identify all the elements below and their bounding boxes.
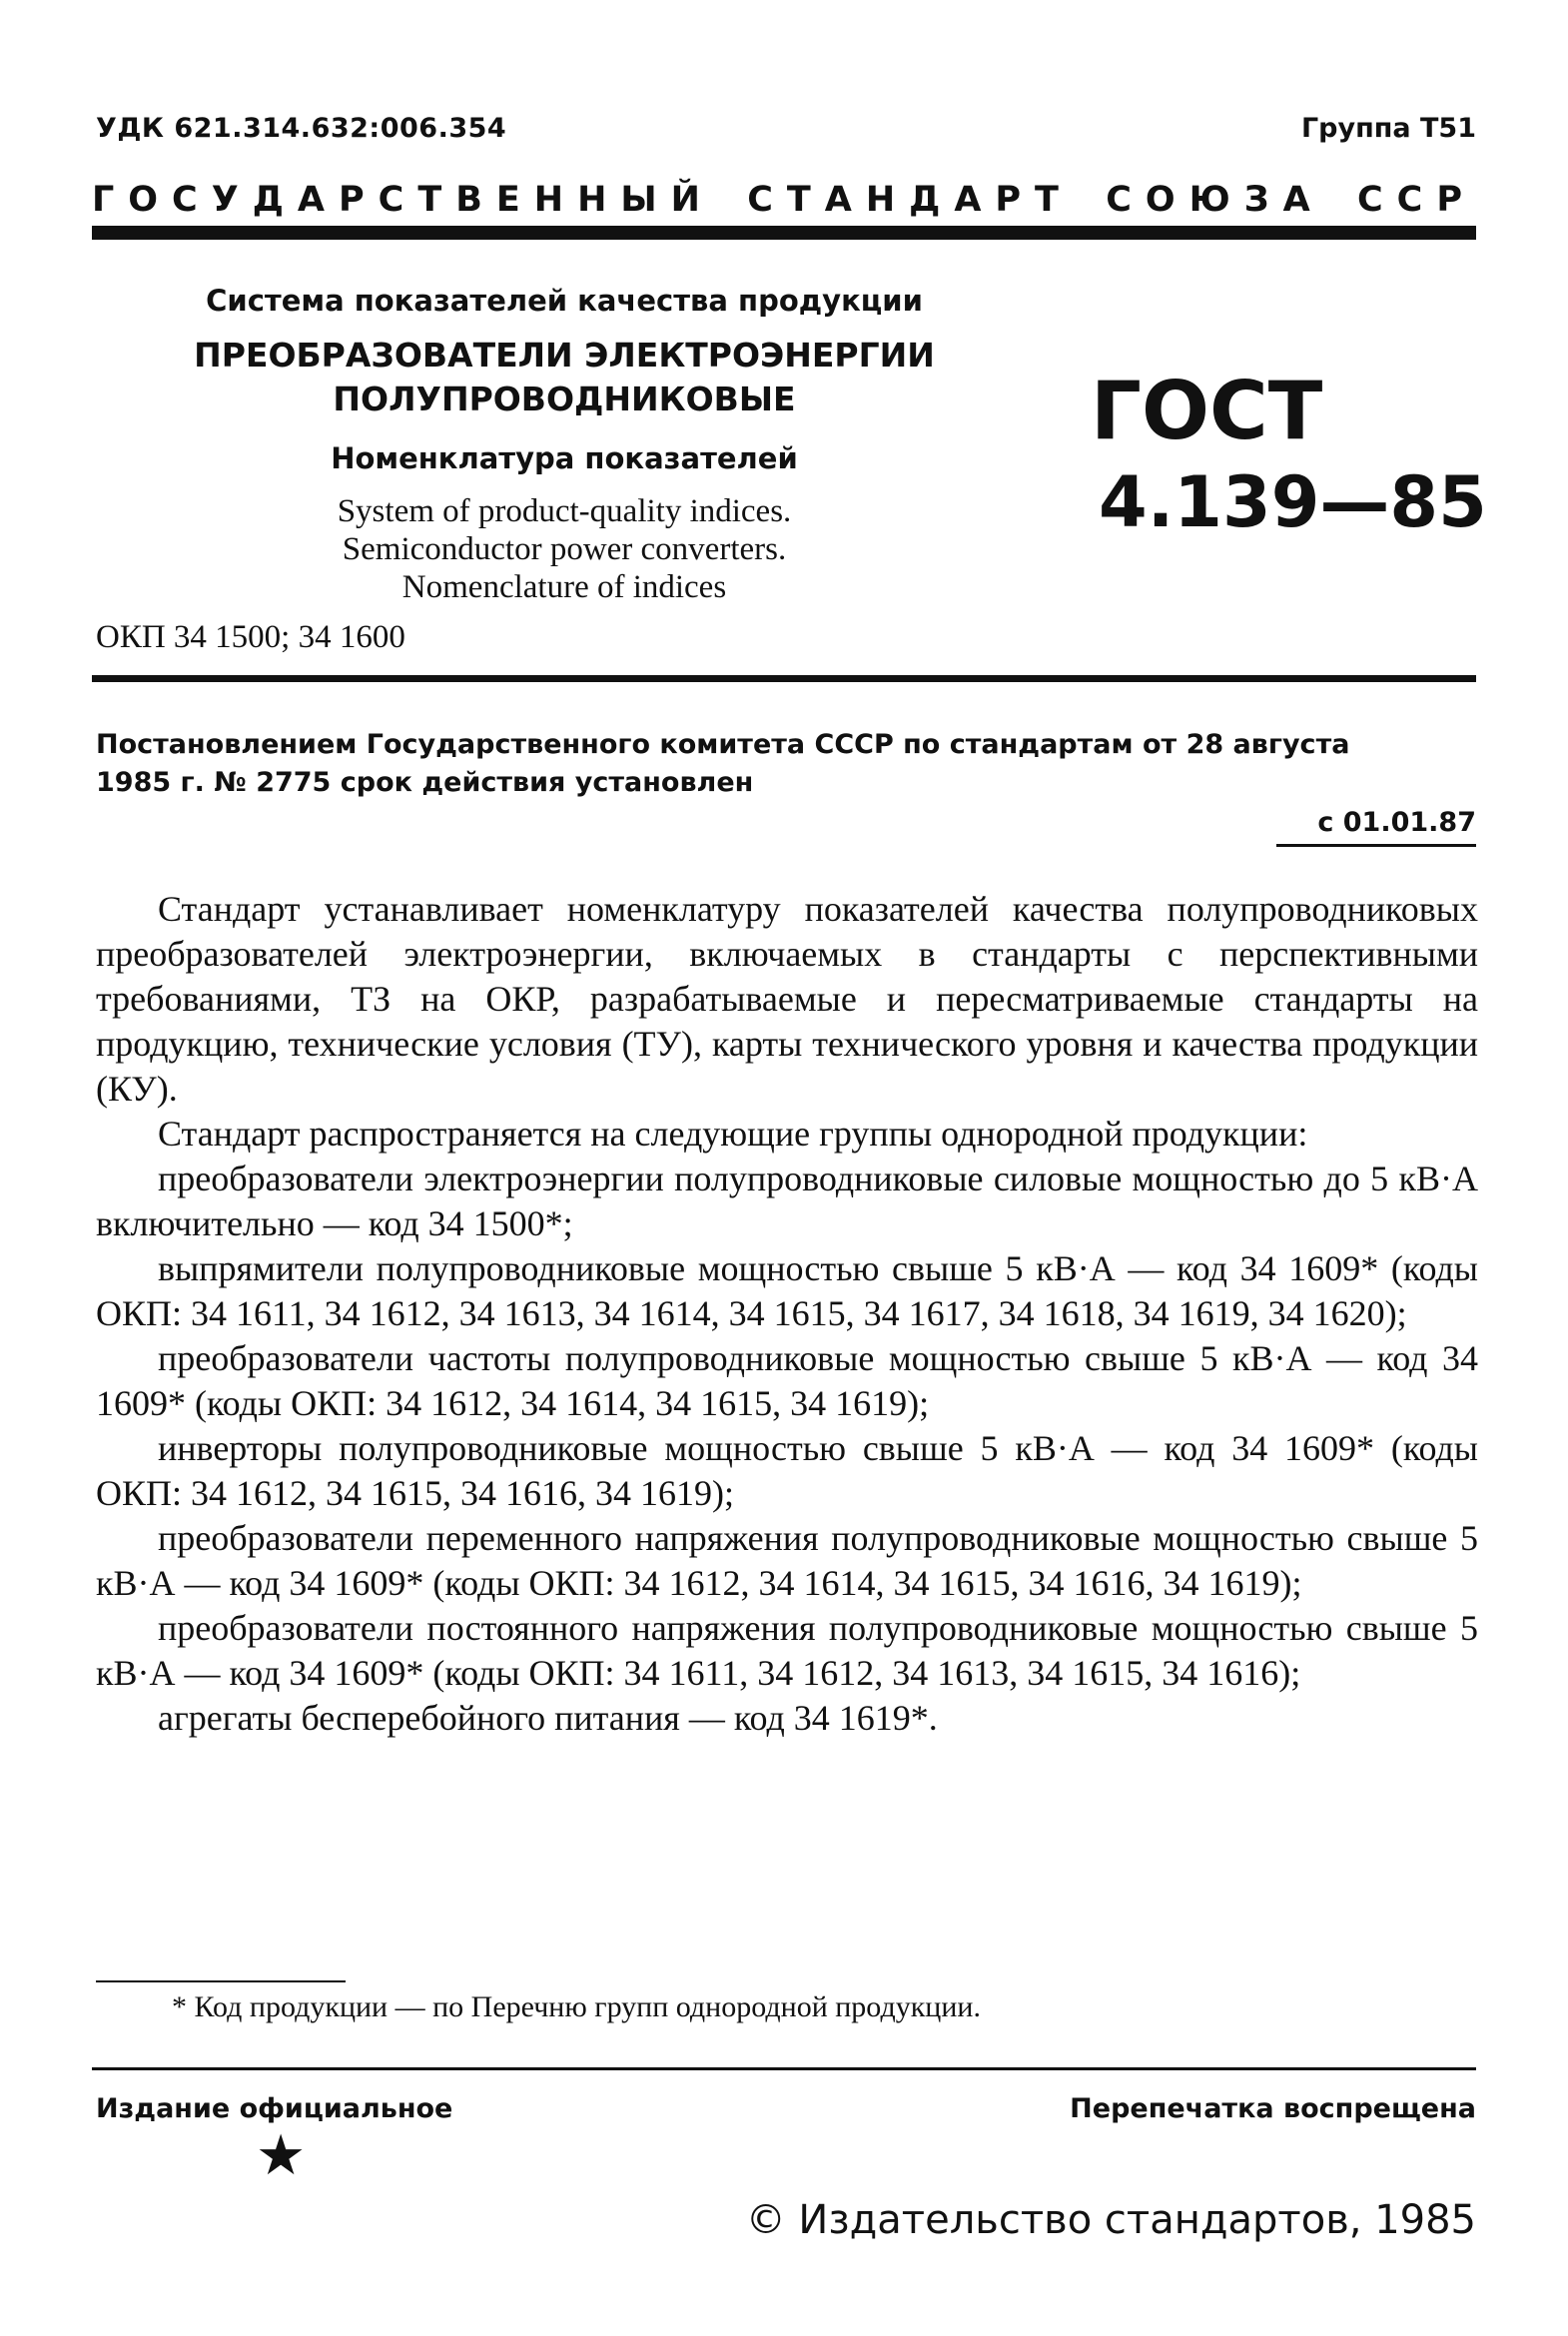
star-icon: ★ [256, 2123, 307, 2188]
state-standard-banner [92, 180, 1476, 220]
list-item: преобразователи переменного напряжения полупроводниковые мощностью свыше 5 кВ·А — код 34 1609* (коды ОКП: 34 1612, 34 1614, 34 1615, 34 1616, 34 1619); [96, 1518, 1478, 1603]
decree-line-1: Постановлением Государственного комитета СССР по стандартам от 28 августа [96, 729, 1350, 760]
list-item: выпрямители полупроводниковые мощностью свыше 5 кВ·А — код 34 1609* (коды ОКП: 34 1611, 34 1612, 34 1613, 34 1614, 34 1615, 34 1617, 34 1618, 34 1619, 34 1620); [96, 1248, 1478, 1333]
bottom-rule [92, 2067, 1476, 2070]
banner-word-4: ССР [1356, 180, 1476, 220]
document-title-line-2: ПОЛУПРОВОДНИКОВЫЕ [333, 380, 796, 418]
reprint-prohibited-label: Перепечатка воспрещена [1070, 2093, 1476, 2124]
list-item: преобразователи постоянного напряжения полупроводниковые мощностью свыше 5 кВ·А — код 34 1609* (коды ОКП: 34 1611, 34 1612, 34 1613, 34 1615, 34 1616); [96, 1608, 1478, 1693]
banner-word-1: ГОСУДАРСТВЕННЫЙ [92, 180, 714, 220]
gost-number: 4.139—85 [1099, 461, 1487, 543]
body-text [96, 887, 1478, 1741]
official-edition-label: Издание официальное [96, 2093, 453, 2124]
group-code: Группа Т51 [1300, 113, 1476, 144]
middle-rule [92, 675, 1476, 682]
gost-label: ГОСТ [1091, 365, 1323, 457]
effective-date: с 01.01.87 [1317, 807, 1476, 838]
udk-code: УДК 621.314.632:006.354 [96, 113, 507, 144]
english-title-line-3: Nomenclature of indices [401, 569, 727, 605]
date-underline [1276, 844, 1476, 847]
footnote: * Код продукции — по Перечню групп однородной продукции. [172, 1990, 981, 2023]
banner-word-2: СТАНДАРТ [747, 180, 1073, 220]
list-item: инверторы полупроводниковые мощностью свыше 5 кВ·А — код 34 1609* (коды ОКП: 34 1612, 34 1615, 34 1616, 34 1619); [96, 1428, 1478, 1513]
english-title-line-2: Semiconductor power converters. [342, 531, 787, 567]
list-item: преобразователи частоты полупроводниковые мощностью свыше 5 кВ·А — код 34 1609* (коды ОКП: 34 1612, 34 1614, 34 1615, 34 1619); [96, 1338, 1478, 1423]
document-title-line-1: ПРЕОБРАЗОВАТЕЛИ ЭЛЕКТРОЭНЕРГИИ [194, 336, 935, 375]
subtitle-nomenclature: Номенклатура показателей [331, 441, 798, 475]
decree-line-2: 1985 г. № 2775 срок действия установлен [96, 767, 754, 798]
paragraph-applies: Стандарт распространяется на следующие группы однородной продукции: [158, 1114, 1308, 1154]
paragraph-scope: Стандарт устанавливает номенклатуру показателей качества полупроводниковых преобразователей электроэнергии, включаемых в стандарты с перспективными требованиями, ТЗ на ОКР, разрабатываемые и пересматриваемые стандарты на продукцию, технические условия (ТУ), карты технического уровня и качества продукции (КУ). [96, 889, 1478, 1109]
banner-word-3: СОЮЗА [1106, 180, 1324, 220]
english-title-line-1: System of product-quality indices. [337, 493, 792, 529]
top-rule [92, 226, 1476, 240]
list-item: преобразователи электроэнергии полупроводниковые силовые мощностью до 5 кВ·А включительно — код 34 1500*; [96, 1159, 1478, 1243]
footnote-rule [96, 1980, 346, 1982]
okp-codes: ОКП 34 1500; 34 1600 [96, 619, 405, 655]
list-item: агрегаты бесперебойного питания — код 34 1619*. [158, 1698, 938, 1738]
copyright-notice: © Издательство стандартов, 1985 [745, 2197, 1476, 2243]
system-title: Система показателей качества продукции [206, 284, 923, 318]
